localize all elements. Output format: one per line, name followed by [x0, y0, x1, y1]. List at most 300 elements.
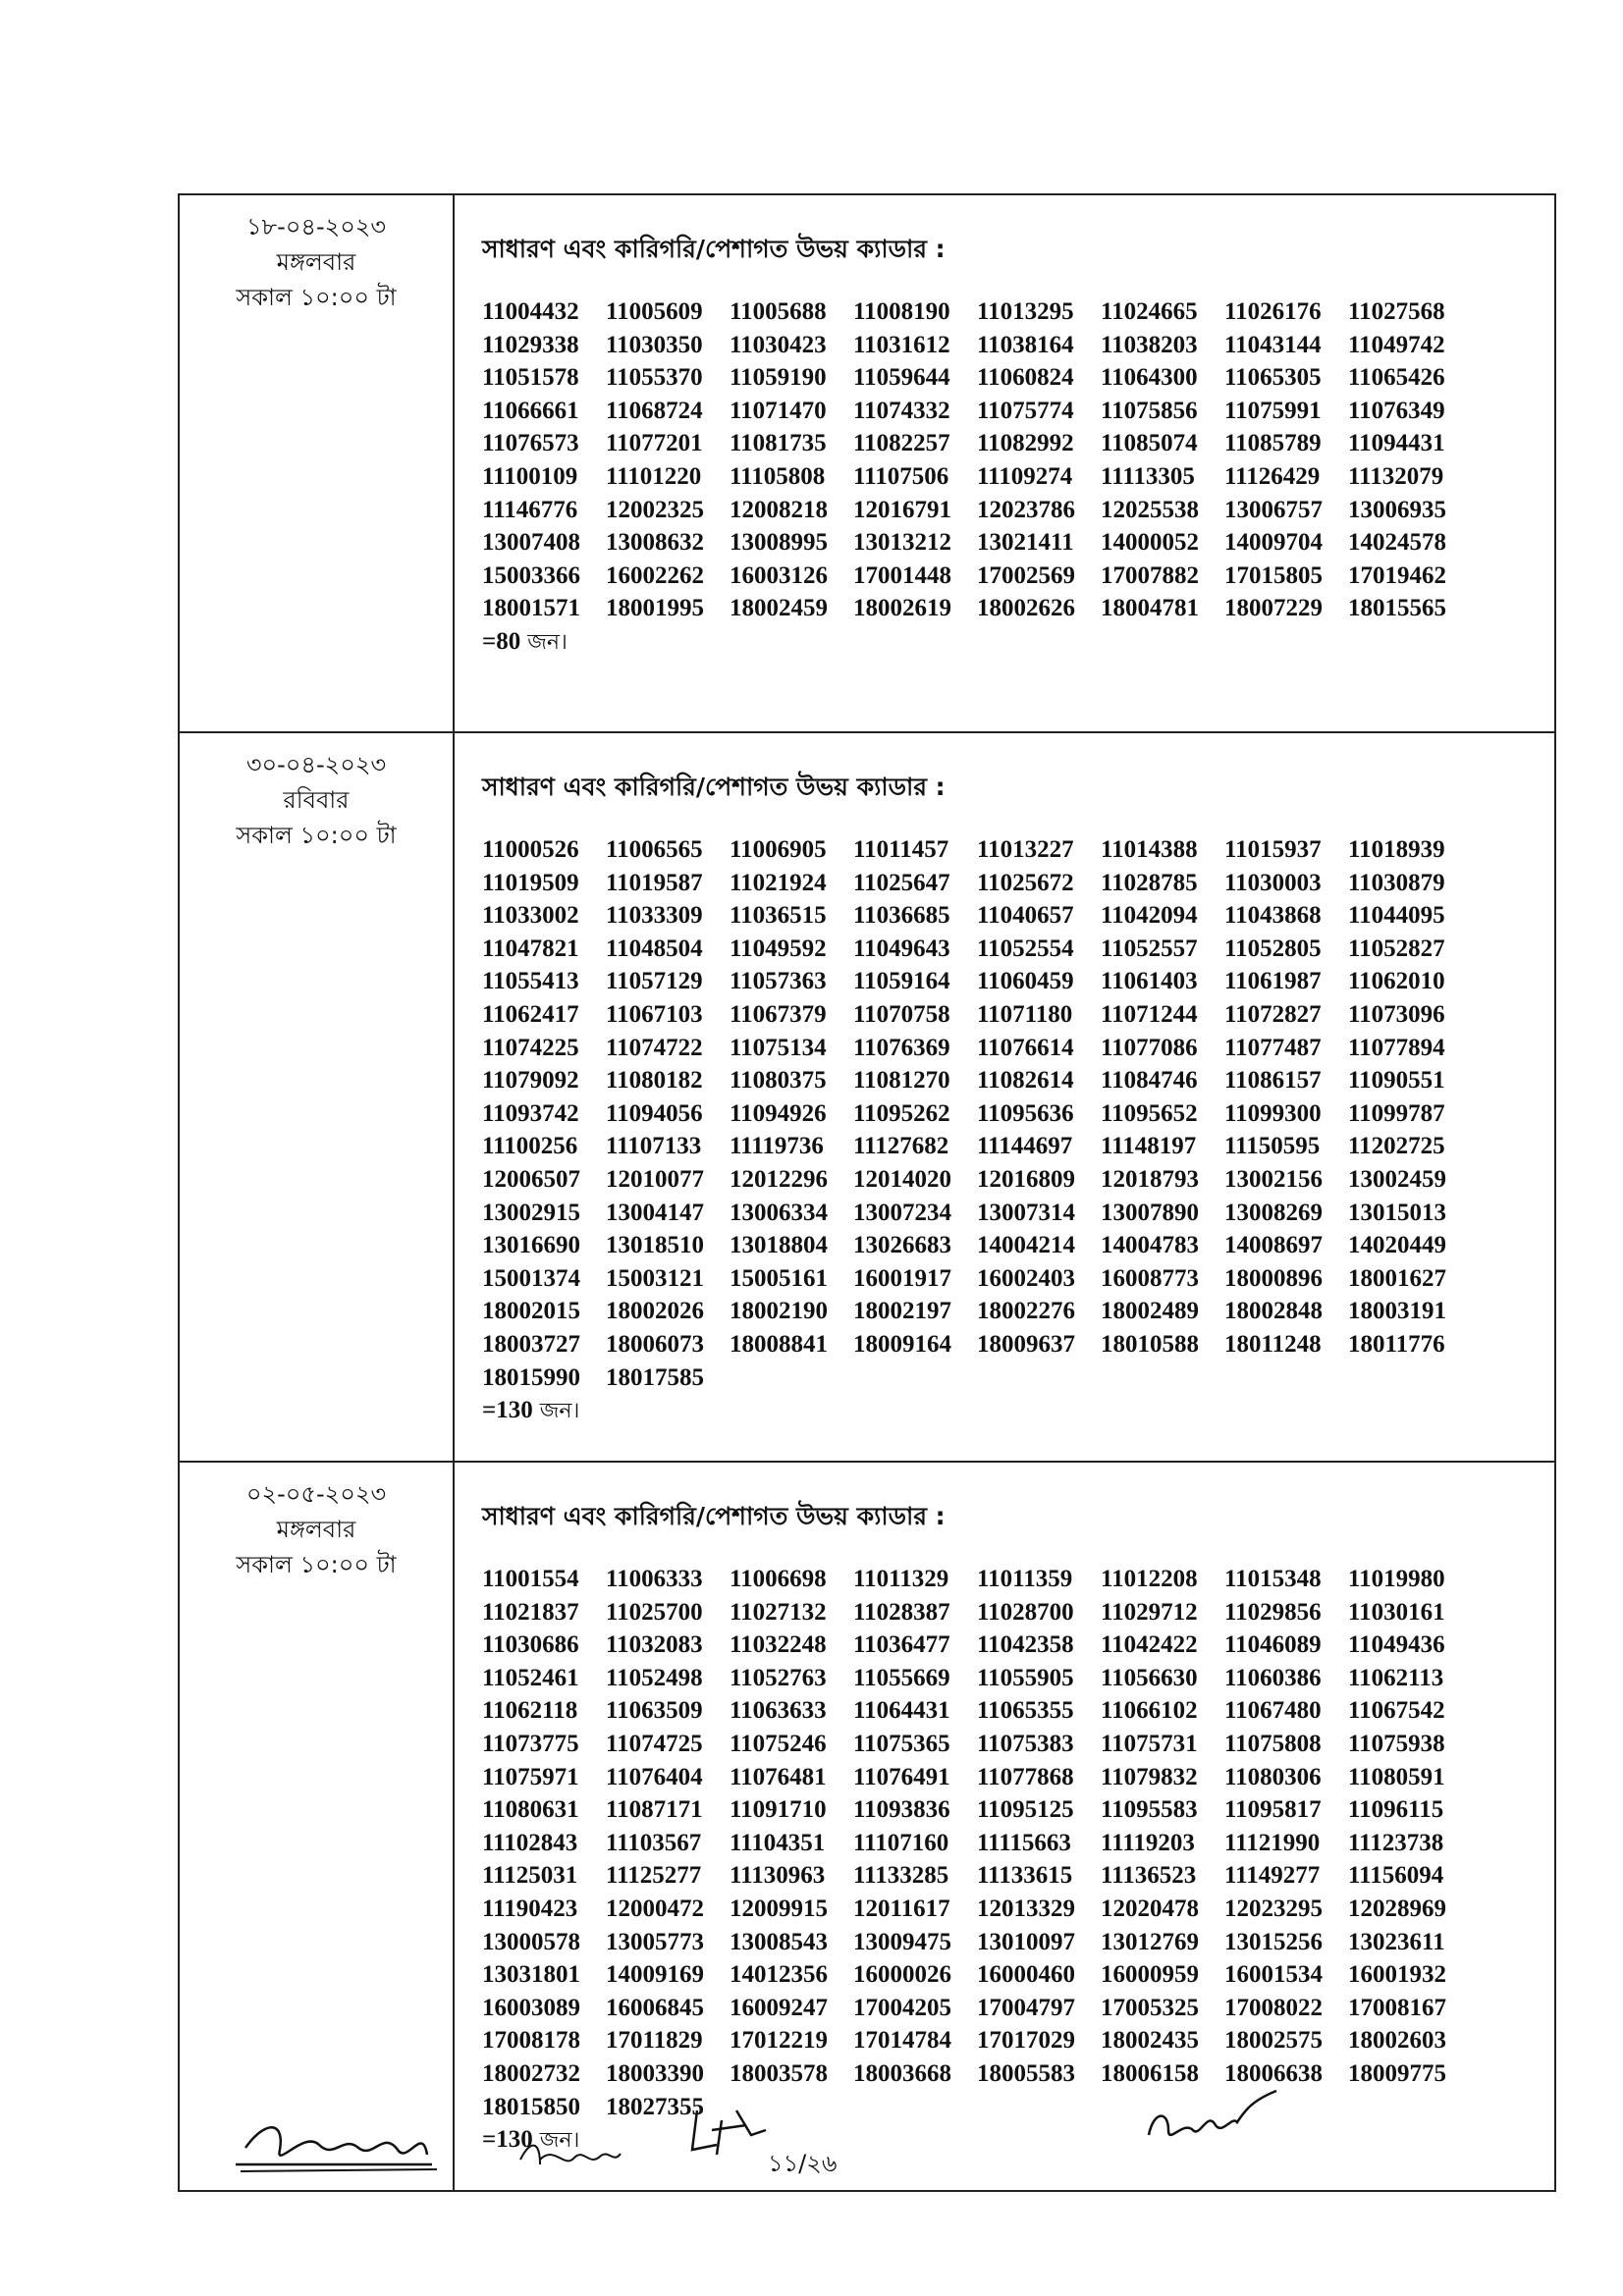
roll-number: 11144697 [977, 1133, 1073, 1160]
roll-number: 11107133 [606, 1133, 702, 1160]
roll-number: 16002403 [977, 1264, 1075, 1292]
roll-number: 11005609 [606, 298, 703, 325]
roll-number: 11074332 [853, 397, 950, 424]
roll-number: 11074725 [606, 1730, 703, 1757]
roll-number: 11068724 [606, 397, 703, 424]
roll-number: 11075246 [730, 1730, 827, 1757]
roll-number: 13002156 [1224, 1165, 1323, 1193]
roll-number: 11057129 [606, 968, 703, 995]
roll-number: 11030686 [482, 1631, 579, 1659]
roll-number: 11025647 [853, 869, 950, 896]
roll-number: 11038164 [977, 331, 1074, 358]
roll-number: 11052827 [1348, 934, 1445, 962]
roll-number: 18011776 [1348, 1330, 1445, 1358]
total-suffix: জন। [520, 629, 568, 655]
roll-number: 11077487 [1224, 1034, 1322, 1061]
roll-number: 11059164 [853, 968, 950, 995]
roll-number: 11026176 [1224, 298, 1322, 325]
roll-number: 11101220 [606, 462, 702, 490]
roll-number: 11099300 [1224, 1099, 1322, 1127]
roll-number: 11062118 [482, 1697, 578, 1725]
roll-number: 12016791 [853, 496, 951, 523]
roll-number: 12010077 [606, 1165, 704, 1193]
roll-number: 18004781 [1101, 595, 1199, 622]
roll-number: 18003727 [482, 1330, 580, 1358]
roll-number: 11030161 [1348, 1598, 1445, 1626]
signature-3 [677, 2101, 776, 2169]
roll-number: 11063509 [606, 1697, 703, 1725]
roll-number: 11077868 [977, 1763, 1074, 1790]
roll-number: 13018804 [730, 1232, 828, 1259]
roll-number: 16008773 [1101, 1264, 1199, 1292]
session-date: ৩০-০৪-২০২৩ [245, 751, 387, 778]
roll-number: 11076481 [730, 1763, 827, 1790]
roll-number: 11202725 [1348, 1133, 1445, 1160]
session-roll-cell [454, 1462, 1555, 2191]
roll-number: 12025538 [1101, 496, 1199, 523]
roll-number: 13008632 [606, 529, 704, 557]
roll-number: 11065355 [977, 1697, 1074, 1725]
roll-number: 11004432 [482, 298, 579, 325]
roll-number: 14000052 [1101, 529, 1199, 557]
roll-number: 11065426 [1348, 364, 1445, 392]
roll-number: 11036477 [853, 1631, 950, 1659]
roll-number: 18002732 [482, 2059, 580, 2087]
roll-number: 11087171 [606, 1796, 703, 1824]
session-day: মঙ্গলবার [276, 1516, 356, 1543]
roll-number: 11019587 [606, 869, 703, 896]
roll-number: 11095652 [1101, 1099, 1198, 1127]
roll-number: 11049436 [1348, 1631, 1445, 1659]
roll-number: 11104351 [730, 1829, 826, 1856]
cadre-heading: সাধারণ এবং কারিগরি/পেশাগত উভয় ক্যাডার : [482, 1502, 946, 1530]
roll-number: 11067480 [1224, 1697, 1322, 1725]
roll-number: 12008218 [730, 496, 828, 523]
roll-number: 11052557 [1101, 934, 1198, 962]
roll-number: 18015565 [1348, 595, 1446, 622]
roll-number: 13031801 [482, 1961, 580, 1989]
roll-number: 17004797 [977, 1994, 1075, 2021]
roll-number: 11079092 [482, 1067, 579, 1095]
roll-number: 11086157 [1224, 1067, 1322, 1095]
roll-number: 11133285 [853, 1862, 949, 1890]
roll-number: 11156094 [1348, 1862, 1444, 1890]
roll-number: 11001554 [482, 1566, 579, 1592]
roll-number: 11148197 [1101, 1133, 1197, 1160]
roll-number: 12009915 [730, 1895, 828, 1922]
roll-number: 11149277 [1224, 1862, 1321, 1890]
roll-number: 13007890 [1101, 1199, 1199, 1226]
roll-number: 11060459 [977, 968, 1074, 995]
roll-number: 13008269 [1224, 1199, 1323, 1226]
roll-number: 18002489 [1101, 1298, 1199, 1325]
roll-number: 11032083 [606, 1631, 703, 1659]
roll-number: 11060824 [977, 364, 1074, 392]
roll-number: 18002848 [1224, 1298, 1323, 1325]
roll-number: 11055413 [482, 968, 579, 995]
roll-number: 18002575 [1224, 2027, 1323, 2055]
roll-number: 11021924 [730, 869, 827, 896]
roll-number: 11027568 [1348, 298, 1445, 325]
candidate-total [482, 1394, 1554, 1428]
session-day: রবিবার [283, 786, 350, 814]
session-time: সকাল ১০:০০ টা [236, 1551, 397, 1578]
roll-number: 12028969 [1348, 1895, 1446, 1922]
roll-number: 11093742 [482, 1099, 579, 1127]
roll-number: 11071244 [1101, 1000, 1198, 1028]
roll-number: 11146776 [482, 496, 578, 523]
schedule-table [178, 193, 1556, 2192]
roll-number: 13023611 [1348, 1928, 1445, 1955]
roll-number: 11090551 [1348, 1067, 1445, 1095]
roll-number: 11028700 [977, 1598, 1074, 1626]
roll-number: 11075971 [482, 1763, 579, 1790]
roll-number: 11130963 [730, 1862, 826, 1890]
roll-number: 13002915 [482, 1199, 580, 1226]
roll-number: 11060386 [1224, 1664, 1322, 1691]
roll-number: 11076614 [977, 1034, 1074, 1061]
roll-number: 11119203 [1101, 1829, 1195, 1856]
roll-number: 11006698 [730, 1566, 827, 1592]
roll-number: 18006073 [606, 1330, 704, 1358]
roll-number: 11011359 [977, 1566, 1073, 1592]
roll-number: 11066661 [482, 397, 579, 424]
roll-number: 11062417 [482, 1000, 579, 1028]
roll-number: 11036685 [853, 902, 950, 930]
roll-number: 14009704 [1224, 529, 1323, 557]
roll-number: 18003390 [606, 2059, 704, 2087]
roll-number: 17001448 [853, 561, 951, 589]
session-date: ০২-০৫-২০২৩ [245, 1480, 387, 1508]
roll-number: 11015937 [1224, 836, 1322, 863]
roll-number: 11100109 [482, 462, 578, 490]
roll-number: 17019462 [1348, 561, 1446, 589]
roll-number: 11052498 [606, 1664, 703, 1691]
roll-number: 11070758 [853, 1000, 950, 1028]
session-roll-cell [454, 194, 1555, 732]
roll-number: 11047821 [482, 934, 579, 962]
roll-number: 11008190 [853, 298, 950, 325]
roll-number: 11095817 [1224, 1796, 1322, 1824]
roll-list [482, 833, 1554, 1394]
roll-number: 11063633 [730, 1697, 827, 1725]
roll-number: 11006333 [606, 1566, 703, 1592]
roll-number: 18002197 [853, 1298, 951, 1325]
roll-number: 11113305 [1101, 462, 1195, 490]
roll-number: 12023295 [1224, 1895, 1323, 1922]
roll-number: 12016809 [977, 1165, 1075, 1193]
roll-number: 11049742 [1348, 331, 1445, 358]
roll-number: 11071180 [977, 1000, 1073, 1028]
roll-number: 13018510 [606, 1232, 704, 1259]
roll-number: 12013329 [977, 1895, 1075, 1922]
roll-number: 17007882 [1101, 561, 1199, 589]
roll-number: 11094926 [730, 1099, 827, 1127]
roll-number: 16001534 [1224, 1961, 1323, 1989]
roll-number: 13004147 [606, 1199, 704, 1226]
roll-number: 11031612 [853, 331, 950, 358]
roll-number: 11029856 [1224, 1598, 1322, 1626]
roll-number: 18003668 [853, 2059, 951, 2087]
total-suffix: জন। [532, 1399, 580, 1424]
roll-number: 16000026 [853, 1961, 951, 1989]
roll-number: 17011829 [606, 2027, 703, 2055]
roll-number: 11076369 [853, 1034, 950, 1061]
candidate-total [482, 2123, 1554, 2158]
roll-number: 11074722 [606, 1034, 703, 1061]
total-suffix: জন। [532, 2128, 580, 2154]
roll-number: 18003578 [730, 2059, 828, 2087]
roll-number: 11085074 [1101, 430, 1198, 457]
roll-number: 11067379 [730, 1000, 827, 1028]
roll-number: 11095262 [853, 1099, 950, 1127]
roll-number: 18002015 [482, 1298, 580, 1325]
roll-number: 11076404 [606, 1763, 703, 1790]
roll-number: 17017029 [977, 2027, 1075, 2055]
roll-number: 17008167 [1348, 1994, 1446, 2021]
roll-number: 11073096 [1348, 1000, 1445, 1028]
roll-number: 14004783 [1101, 1232, 1199, 1259]
roll-number: 11081270 [853, 1067, 950, 1095]
roll-number: 18002619 [853, 595, 951, 622]
roll-number: 11121990 [1224, 1829, 1321, 1856]
roll-number: 15003121 [606, 1264, 704, 1292]
roll-number: 18002190 [730, 1298, 828, 1325]
roll-number: 11064431 [853, 1697, 950, 1725]
roll-number: 17015805 [1224, 561, 1323, 589]
roll-number: 11055905 [977, 1664, 1074, 1691]
roll-number: 12011617 [853, 1895, 950, 1922]
roll-number: 11077086 [1101, 1034, 1198, 1061]
roll-number: 11064300 [1101, 364, 1198, 392]
roll-number: 11025672 [977, 869, 1074, 896]
roll-number: 17004205 [853, 1994, 951, 2021]
roll-number: 11040657 [977, 902, 1074, 930]
roll-number: 16002262 [606, 561, 704, 589]
roll-number: 18007229 [1224, 595, 1323, 622]
roll-number: 14012356 [730, 1961, 828, 1989]
roll-number: 13013212 [853, 529, 951, 557]
roll-number: 18010588 [1101, 1330, 1199, 1358]
session-date-cell [179, 1462, 454, 2191]
roll-number: 11071470 [730, 397, 827, 424]
roll-number: 11042358 [977, 1631, 1074, 1659]
roll-number: 11082257 [853, 430, 950, 457]
roll-number: 13008995 [730, 529, 828, 557]
roll-number: 18008841 [730, 1330, 828, 1358]
roll-number: 11033309 [606, 902, 703, 930]
roll-number: 11095125 [977, 1796, 1074, 1824]
roll-number: 11076573 [482, 430, 579, 457]
roll-number: 11056630 [1101, 1664, 1198, 1691]
roll-number: 18002603 [1348, 2027, 1446, 2055]
roll-number: 18015990 [482, 1363, 580, 1391]
roll-number: 11125031 [482, 1862, 578, 1890]
roll-number: 11030350 [606, 331, 703, 358]
roll-number: 11033002 [482, 902, 579, 930]
roll-number: 11030423 [730, 331, 827, 358]
roll-number: 11051578 [482, 364, 579, 392]
roll-number: 17002569 [977, 561, 1075, 589]
roll-number: 11029338 [482, 331, 579, 358]
roll-number: 17005325 [1101, 1994, 1199, 2021]
roll-number: 11076491 [853, 1763, 950, 1790]
roll-number: 11076349 [1348, 397, 1445, 424]
roll-number: 12012296 [730, 1165, 828, 1193]
roll-number: 18006158 [1101, 2059, 1199, 2087]
roll-number: 11042094 [1101, 902, 1198, 930]
roll-number: 18002435 [1101, 2027, 1199, 2055]
roll-number: 11062010 [1348, 968, 1445, 995]
roll-number: 11066102 [1101, 1697, 1198, 1725]
roll-number: 13015256 [1224, 1928, 1323, 1955]
session-time: সকাল ১০:০০ টা [236, 284, 397, 311]
signature-4 [1139, 2081, 1286, 2160]
roll-number: 11096115 [1348, 1796, 1444, 1824]
roll-number: 17012219 [730, 2027, 828, 2055]
roll-number: 11150595 [1224, 1133, 1321, 1160]
roll-number: 13010097 [977, 1928, 1075, 1955]
roll-number: 11075856 [1101, 397, 1198, 424]
roll-number: 11057363 [730, 968, 827, 995]
roll-number: 11125277 [606, 1862, 702, 1890]
roll-number: 11024665 [1101, 298, 1198, 325]
roll-number: 11103567 [606, 1829, 702, 1856]
roll-number: 11082992 [977, 430, 1074, 457]
roll-number: 11067542 [1348, 1697, 1445, 1725]
roll-number: 11052554 [977, 934, 1074, 962]
roll-number: 11075134 [730, 1034, 827, 1061]
roll-number: 15005161 [730, 1264, 828, 1292]
roll-number: 16003089 [482, 1994, 580, 2021]
roll-number: 11000526 [482, 836, 579, 863]
roll-number: 11032248 [730, 1631, 827, 1659]
roll-number: 11014388 [1101, 836, 1198, 863]
roll-number: 18027355 [606, 2093, 704, 2120]
roll-number: 11072827 [1224, 1000, 1322, 1028]
signature-1 [226, 2110, 461, 2179]
roll-number: 11048504 [606, 934, 703, 962]
roll-number: 11012208 [1101, 1566, 1198, 1592]
roll-number: 11082614 [977, 1067, 1074, 1095]
roll-number: 11107160 [853, 1829, 949, 1856]
roll-number: 11061403 [1101, 968, 1198, 995]
roll-number: 16003126 [730, 561, 828, 589]
roll-number: 11107506 [853, 462, 949, 490]
roll-number: 11006565 [606, 836, 703, 863]
total-count: =130 [482, 2126, 533, 2154]
session-row [179, 194, 1555, 732]
roll-number: 11132079 [1348, 462, 1444, 490]
session-row [179, 1462, 1555, 2191]
roll-number: 11028387 [853, 1598, 950, 1626]
roll-number: 11102843 [482, 1829, 578, 1856]
roll-number: 13016690 [482, 1232, 580, 1259]
session-row [179, 732, 1555, 1462]
roll-number: 11025700 [606, 1598, 703, 1626]
roll-number: 17008022 [1224, 1994, 1323, 2021]
roll-number: 11084746 [1101, 1067, 1198, 1095]
roll-number: 11075808 [1224, 1730, 1322, 1757]
roll-number: 11042422 [1101, 1631, 1198, 1659]
roll-number: 11030003 [1224, 869, 1322, 896]
roll-number: 16000460 [977, 1961, 1075, 1989]
roll-number: 11052805 [1224, 934, 1322, 962]
roll-number: 11105808 [730, 462, 826, 490]
roll-number: 11011329 [853, 1566, 949, 1592]
roll-number: 12006507 [482, 1165, 580, 1193]
roll-number: 12014020 [853, 1165, 951, 1193]
roll-number: 11081735 [730, 430, 827, 457]
roll-number: 11085789 [1224, 430, 1322, 457]
roll-number: 11109274 [977, 462, 1073, 490]
roll-number: 11077894 [1348, 1034, 1445, 1061]
roll-number: 18002459 [730, 595, 828, 622]
roll-number: 14020449 [1348, 1232, 1446, 1259]
roll-number: 16001917 [853, 1264, 951, 1292]
roll-number: 11030879 [1348, 869, 1445, 896]
session-time: সকাল ১০:০০ টা [236, 822, 397, 849]
roll-number: 18011248 [1224, 1330, 1322, 1358]
roll-number: 16006845 [606, 1994, 704, 2021]
roll-list [482, 295, 1554, 625]
roll-number: 13021411 [977, 529, 1074, 557]
roll-number: 18002626 [977, 595, 1075, 622]
total-count: =130 [482, 1397, 533, 1424]
roll-number: 11005688 [730, 298, 827, 325]
roll-number: 18009164 [853, 1330, 951, 1358]
roll-number: 16001932 [1348, 1961, 1446, 1989]
cadre-heading: সাধারণ এবং কারিগরি/পেশাগত উভয় ক্যাডার : [482, 235, 946, 263]
roll-number: 13002459 [1348, 1165, 1446, 1193]
roll-number: 11094431 [1348, 430, 1445, 457]
roll-number: 11119736 [730, 1133, 824, 1160]
roll-number: 11099787 [1348, 1099, 1445, 1127]
roll-number: 11059644 [853, 364, 950, 392]
roll-number: 11095636 [977, 1099, 1074, 1127]
roll-number: 11046089 [1224, 1631, 1322, 1659]
roll-number: 18001627 [1348, 1264, 1446, 1292]
roll-number: 11029712 [1101, 1598, 1198, 1626]
roll-number: 11075365 [853, 1730, 950, 1757]
roll-number: 11018939 [1348, 836, 1445, 863]
roll-number: 11123738 [1348, 1829, 1444, 1856]
roll-number: 18009775 [1348, 2059, 1446, 2087]
roll-number: 13007408 [482, 529, 580, 557]
roll-number: 11055669 [853, 1664, 950, 1691]
total-count: =80 [482, 627, 521, 655]
roll-number: 14004214 [977, 1232, 1075, 1259]
roll-number: 11094056 [606, 1099, 703, 1127]
page-number: ১১/২৬ [768, 2150, 838, 2177]
roll-number: 13008543 [730, 1928, 828, 1955]
roll-number: 11093836 [853, 1796, 950, 1824]
roll-number: 14008697 [1224, 1232, 1323, 1259]
roll-number: 11019980 [1348, 1566, 1445, 1592]
roll-number: 11075383 [977, 1730, 1074, 1757]
roll-number: 11028785 [1101, 869, 1198, 896]
roll-number: 11013295 [977, 298, 1074, 325]
roll-number: 11133615 [977, 1862, 1073, 1890]
roll-number: 11052461 [482, 1664, 579, 1691]
roll-number: 11021837 [482, 1598, 579, 1626]
roll-number: 11061987 [1224, 968, 1322, 995]
roll-list [482, 1563, 1554, 2123]
roll-number: 18000896 [1224, 1264, 1323, 1292]
roll-number: 13005773 [606, 1928, 704, 1955]
roll-number: 11019509 [482, 869, 579, 896]
roll-number: 18006638 [1224, 2059, 1323, 2087]
